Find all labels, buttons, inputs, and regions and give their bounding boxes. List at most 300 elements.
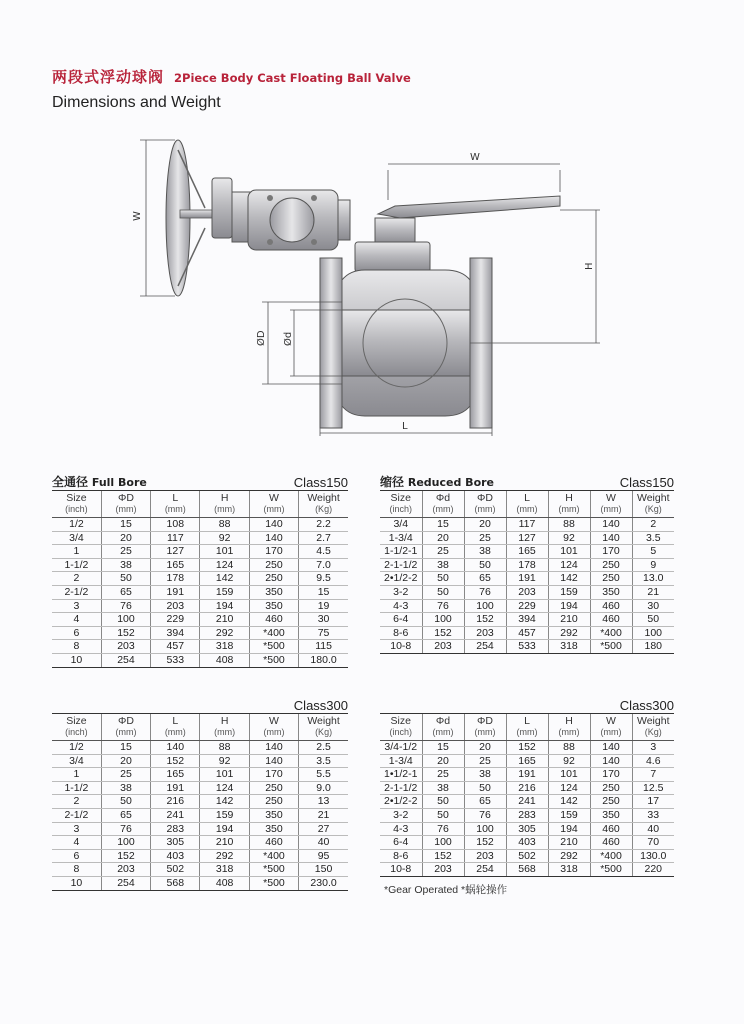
table-cell: 292 [200, 626, 249, 640]
table-cell: 17 [632, 795, 674, 809]
column-header: Weight (Kg) [632, 714, 674, 741]
table-cell: 4.6 [632, 754, 674, 768]
table-cell: 20 [464, 741, 506, 755]
table-cell: 101 [200, 545, 249, 559]
table-cell: 203 [464, 626, 506, 640]
table-cell: 191 [506, 768, 548, 782]
table-cell: 65 [464, 795, 506, 809]
gear-operator-drawing [132, 140, 350, 296]
class-label: Class300 [619, 698, 674, 713]
table-cell: 88 [200, 518, 249, 532]
table-cell: 2-1/2 [52, 808, 101, 822]
table-cell: 100 [422, 613, 464, 627]
column-header: ΦD (mm) [101, 491, 150, 518]
full-bore-title: 全通径 Full Bore [52, 475, 147, 489]
table-cell: 65 [101, 808, 150, 822]
table-cell: 100 [422, 836, 464, 850]
table-cell: 38 [464, 768, 506, 782]
table-cell: 25 [464, 531, 506, 545]
table-cell: 38 [101, 558, 150, 572]
table-cell: 65 [101, 585, 150, 599]
table-cell: 159 [548, 585, 590, 599]
table-cell: 30 [632, 599, 674, 613]
table-cell: 180 [632, 640, 674, 654]
table-cell: 318 [548, 863, 590, 877]
table-cell: *400 [249, 626, 298, 640]
table-cell: 25 [464, 754, 506, 768]
table-cell: 25 [422, 768, 464, 782]
table-cell: 460 [590, 613, 632, 627]
table-cell: 152 [151, 754, 200, 768]
table-cell: 350 [249, 599, 298, 613]
table-cell: 408 [200, 876, 249, 890]
table-cell: 8 [52, 863, 101, 877]
table-cell: 152 [506, 741, 548, 755]
table-row [52, 836, 348, 850]
table-cell: 3 [52, 599, 101, 613]
table-cell: 25 [422, 545, 464, 559]
table-cell: 8 [52, 640, 101, 654]
table-cell: 350 [590, 585, 632, 599]
table-cell: 2 [52, 795, 101, 809]
table-row [52, 808, 348, 822]
table-cell: 3.5 [299, 754, 348, 768]
table-cell: 50 [422, 572, 464, 586]
table-cell: 2.2 [299, 518, 348, 532]
table-cell: 13.0 [632, 572, 674, 586]
table-cell: 210 [200, 613, 249, 627]
table-cell: 229 [151, 613, 200, 627]
table-row [52, 640, 348, 654]
table-cell: 170 [590, 768, 632, 782]
table-cell: 6-4 [380, 613, 422, 627]
table-cell: 568 [151, 876, 200, 890]
table-cell: 4 [52, 836, 101, 850]
table-cell: 3 [52, 822, 101, 836]
table-cell: 88 [200, 741, 249, 755]
table-body [380, 518, 674, 654]
table-cell: 194 [200, 822, 249, 836]
table-cell: 20 [464, 518, 506, 532]
table-cell: 25 [101, 768, 150, 782]
table-row [52, 876, 348, 890]
table-row [52, 531, 348, 545]
table-header-row [52, 714, 348, 741]
table-cell: 142 [200, 572, 249, 586]
table-cell: 5 [632, 545, 674, 559]
table-row [52, 795, 348, 809]
table-cell: 394 [151, 626, 200, 640]
table-cell: 403 [506, 836, 548, 850]
table-cell: 6 [52, 849, 101, 863]
table-cell: 2.5 [299, 741, 348, 755]
table-row [52, 863, 348, 877]
column-header: H (mm) [200, 491, 249, 518]
table-cell: 152 [101, 626, 150, 640]
table-row [380, 585, 674, 599]
table-cell: *400 [249, 849, 298, 863]
table-cell: 130.0 [632, 849, 674, 863]
table-row [380, 822, 674, 836]
table-cell: 142 [200, 795, 249, 809]
table-cell: 1-1/2 [52, 781, 101, 795]
table-header-row [52, 491, 348, 518]
table-cell: 15 [299, 585, 348, 599]
table-cell: 76 [422, 599, 464, 613]
table-row [380, 741, 674, 755]
table-cell: 250 [590, 572, 632, 586]
full-bore-class150-table [52, 491, 348, 668]
table-cell: 1/2 [52, 741, 101, 755]
table-cell: 6-4 [380, 836, 422, 850]
table-cell: 283 [506, 808, 548, 822]
table-cell: 194 [200, 599, 249, 613]
dim-w-left: W [132, 211, 143, 221]
table-cell: 250 [249, 558, 298, 572]
table-cell: 5.5 [299, 768, 348, 782]
table-cell: 2-1/2 [52, 585, 101, 599]
table-cell: 159 [548, 808, 590, 822]
table-cell: 140 [249, 531, 298, 545]
table-row [380, 640, 674, 654]
table-cell: 394 [506, 613, 548, 627]
column-header: H (mm) [548, 714, 590, 741]
table-cell: 3/4 [52, 754, 101, 768]
table-cell: 9 [632, 558, 674, 572]
reduced-bore-title: 缩径 Reduced Bore [380, 475, 495, 489]
table-cell: 38 [422, 781, 464, 795]
table-cell: 165 [506, 754, 548, 768]
table-cell: 568 [506, 863, 548, 877]
table-cell: 50 [101, 795, 150, 809]
table-row [380, 599, 674, 613]
table-cell: 40 [632, 822, 674, 836]
table-cell: 13 [299, 795, 348, 809]
table-row [52, 599, 348, 613]
table-cell: 460 [590, 836, 632, 850]
table-cell: 127 [151, 545, 200, 559]
table-cell: 9.5 [299, 572, 348, 586]
table-cell: 124 [548, 781, 590, 795]
table-cell: 2•1/2-2 [380, 572, 422, 586]
table-cell: 159 [200, 808, 249, 822]
table-cell: 203 [422, 863, 464, 877]
table-cell: 229 [506, 599, 548, 613]
reduced-bore-class300-block [380, 695, 674, 877]
table-row [52, 518, 348, 532]
table-cell: 191 [151, 781, 200, 795]
table-cell: 124 [548, 558, 590, 572]
table-cell: 100 [464, 822, 506, 836]
table-cell: 65 [464, 572, 506, 586]
table-header-row [380, 714, 674, 741]
table-cell: 460 [590, 599, 632, 613]
table-cell: 2-1-1/2 [380, 558, 422, 572]
table-cell: 2•1/2-2 [380, 795, 422, 809]
table-cell: 124 [200, 781, 249, 795]
reduced-bore-class150-block [380, 472, 674, 654]
dim-id: Ød [283, 331, 294, 346]
table-row [380, 781, 674, 795]
title-english: 2Piece Body Cast Floating Ball Valve [174, 71, 411, 85]
full-bore-class300-table [52, 714, 348, 891]
table-cell: 21 [632, 585, 674, 599]
table-row [380, 545, 674, 559]
table-cell: 150 [299, 863, 348, 877]
table-cell: 2 [52, 572, 101, 586]
table-row [52, 781, 348, 795]
table-cell: 4-3 [380, 822, 422, 836]
table-cell: 140 [590, 518, 632, 532]
table-cell: 318 [200, 640, 249, 654]
table-cell: 203 [422, 640, 464, 654]
table-cell: 76 [422, 822, 464, 836]
table-cell: 350 [249, 585, 298, 599]
table-cell: 140 [249, 741, 298, 755]
column-header: Size (inch) [52, 491, 101, 518]
table-cell: 203 [101, 640, 150, 654]
table-row [380, 754, 674, 768]
table-row [52, 572, 348, 586]
table-cell: 254 [464, 863, 506, 877]
table-cell: 210 [548, 613, 590, 627]
table-cell: 101 [548, 768, 590, 782]
table-row [52, 545, 348, 559]
table-row [380, 795, 674, 809]
title-chinese: 两段式浮动球阀 [52, 68, 165, 86]
table-cell: 124 [200, 558, 249, 572]
table-cell: 8-6 [380, 626, 422, 640]
table-cell: 140 [151, 741, 200, 755]
table-cell: 502 [506, 849, 548, 863]
table-cell: 152 [422, 849, 464, 863]
table-cell: 2-1-1/2 [380, 781, 422, 795]
table-cell: 140 [590, 754, 632, 768]
table-cell: 3 [632, 741, 674, 755]
table-cell: 2.7 [299, 531, 348, 545]
table-cell: 165 [506, 545, 548, 559]
table-cell: 50 [464, 558, 506, 572]
table-cell: 203 [101, 863, 150, 877]
section-subtitle: Dimensions and Weight [52, 94, 221, 111]
column-header: W (mm) [249, 491, 298, 518]
table-row [52, 754, 348, 768]
table-cell: 250 [590, 558, 632, 572]
column-header: Weight (Kg) [299, 714, 348, 741]
table-cell: 3-2 [380, 808, 422, 822]
table-cell: 50 [422, 808, 464, 822]
table-cell: 12.5 [632, 781, 674, 795]
table-cell: 21 [299, 808, 348, 822]
table-row [380, 768, 674, 782]
column-header: Weight (Kg) [632, 491, 674, 518]
column-header: ΦD (mm) [101, 714, 150, 741]
table-row [380, 613, 674, 627]
table-cell: 76 [464, 585, 506, 599]
table-cell: 1 [52, 545, 101, 559]
table-cell: 292 [548, 626, 590, 640]
table-cell: 140 [249, 754, 298, 768]
table-cell: 250 [249, 781, 298, 795]
table-cell: 178 [506, 558, 548, 572]
table-cell: 403 [151, 849, 200, 863]
table-cell: 115 [299, 640, 348, 654]
table-cell: 241 [506, 795, 548, 809]
table-cell: 50 [632, 613, 674, 627]
table-cell: 20 [422, 531, 464, 545]
table-cell: 101 [200, 768, 249, 782]
table-cell: 10 [52, 876, 101, 890]
table-cell: 15 [101, 518, 150, 532]
table-row [52, 741, 348, 755]
table-cell: 92 [548, 754, 590, 768]
table-cell: 203 [151, 599, 200, 613]
table-cell: 4-3 [380, 599, 422, 613]
table-cell: 1/2 [52, 518, 101, 532]
table-cell: 100 [464, 599, 506, 613]
table-cell: 140 [590, 531, 632, 545]
table-cell: 1-3/4 [380, 754, 422, 768]
table-cell: 250 [249, 572, 298, 586]
column-header: H (mm) [200, 714, 249, 741]
table-row [380, 863, 674, 877]
table-cell: 76 [101, 822, 150, 836]
table-row [380, 626, 674, 640]
table-cell: 210 [548, 836, 590, 850]
table-cell: 127 [506, 531, 548, 545]
table-cell: 10-8 [380, 640, 422, 654]
table-cell: 20 [101, 754, 150, 768]
table-cell: *500 [249, 640, 298, 654]
table-cell: 76 [464, 808, 506, 822]
table-cell: 191 [506, 572, 548, 586]
table-cell: 250 [590, 795, 632, 809]
table-cell: 533 [151, 653, 200, 667]
table-cell: 502 [151, 863, 200, 877]
table-cell: 30 [299, 613, 348, 627]
table-cell: 19 [299, 599, 348, 613]
column-header: W (mm) [249, 714, 298, 741]
table-cell: 254 [101, 876, 150, 890]
page-title [52, 66, 411, 87]
table-cell: 100 [632, 626, 674, 640]
table-cell: 100 [101, 836, 150, 850]
table-cell: 305 [151, 836, 200, 850]
table-row [380, 572, 674, 586]
table-cell: 170 [249, 768, 298, 782]
table-cell: 1-1/2 [52, 558, 101, 572]
table-cell: 241 [151, 808, 200, 822]
table-cell: 38 [422, 558, 464, 572]
table-cell: 38 [464, 545, 506, 559]
table-cell: 50 [422, 795, 464, 809]
table-cell: 203 [464, 849, 506, 863]
table-cell: 220 [632, 863, 674, 877]
table-row [52, 585, 348, 599]
reduced-bore-class150-table [380, 491, 674, 654]
column-header: L (mm) [506, 491, 548, 518]
column-header: Φd (mm) [422, 491, 464, 518]
footnote: *Gear Operated *蜗轮操作 [384, 884, 508, 896]
table-cell: 408 [200, 653, 249, 667]
table-cell: 457 [151, 640, 200, 654]
table-row [52, 768, 348, 782]
table-cell: 4.5 [299, 545, 348, 559]
table-cell: 101 [548, 545, 590, 559]
table-cell: *500 [590, 863, 632, 877]
table-cell: 3/4 [52, 531, 101, 545]
table-cell: 7.0 [299, 558, 348, 572]
table-cell: 100 [101, 613, 150, 627]
table-cell: 191 [151, 585, 200, 599]
table-cell: 92 [548, 531, 590, 545]
table-cell: 318 [548, 640, 590, 654]
table-cell: 292 [548, 849, 590, 863]
table-cell: 350 [249, 822, 298, 836]
table-cell: 305 [506, 822, 548, 836]
table-row [380, 518, 674, 532]
table-cell: 7 [632, 768, 674, 782]
table-cell: 1 [52, 768, 101, 782]
table-cell: 38 [101, 781, 150, 795]
class-label: Class150 [293, 475, 348, 490]
table-cell: 152 [464, 836, 506, 850]
table-cell: 140 [590, 741, 632, 755]
table-cell: 165 [151, 768, 200, 782]
table-cell: 9.0 [299, 781, 348, 795]
table-body [380, 741, 674, 877]
table-cell: 216 [506, 781, 548, 795]
column-header: L (mm) [506, 714, 548, 741]
dim-h: H [584, 262, 595, 270]
table-cell: 92 [200, 531, 249, 545]
table-row [52, 626, 348, 640]
dim-w-top: W [470, 152, 480, 163]
table-cell: 76 [101, 599, 150, 613]
table-cell: 10 [52, 653, 101, 667]
table-cell: 250 [249, 795, 298, 809]
table-cell: *500 [249, 863, 298, 877]
table-cell: 318 [200, 863, 249, 877]
table-cell: 254 [101, 653, 150, 667]
table-cell: *400 [590, 849, 632, 863]
table-cell: 283 [151, 822, 200, 836]
table-cell: 1-3/4 [380, 531, 422, 545]
table-cell: 2 [632, 518, 674, 532]
valve-drawing [0, 130, 744, 450]
table-cell: 457 [506, 626, 548, 640]
table-row [380, 836, 674, 850]
column-header: Size (inch) [380, 491, 422, 518]
table-cell: 170 [590, 545, 632, 559]
table-row [52, 849, 348, 863]
column-header: Φd (mm) [422, 714, 464, 741]
column-header: ΦD (mm) [464, 714, 506, 741]
table-cell: 1-1/2-1 [380, 545, 422, 559]
table-cell: 92 [200, 754, 249, 768]
table-cell: 142 [548, 795, 590, 809]
full-bore-class300-block [52, 695, 348, 891]
table-cell: 3.5 [632, 531, 674, 545]
table-row [52, 653, 348, 667]
table-row [380, 531, 674, 545]
table-cell: 50 [101, 572, 150, 586]
table-row [380, 808, 674, 822]
table-cell: 460 [249, 613, 298, 627]
table-cell: 20 [101, 531, 150, 545]
table-cell: 203 [506, 585, 548, 599]
table-cell: 152 [101, 849, 150, 863]
